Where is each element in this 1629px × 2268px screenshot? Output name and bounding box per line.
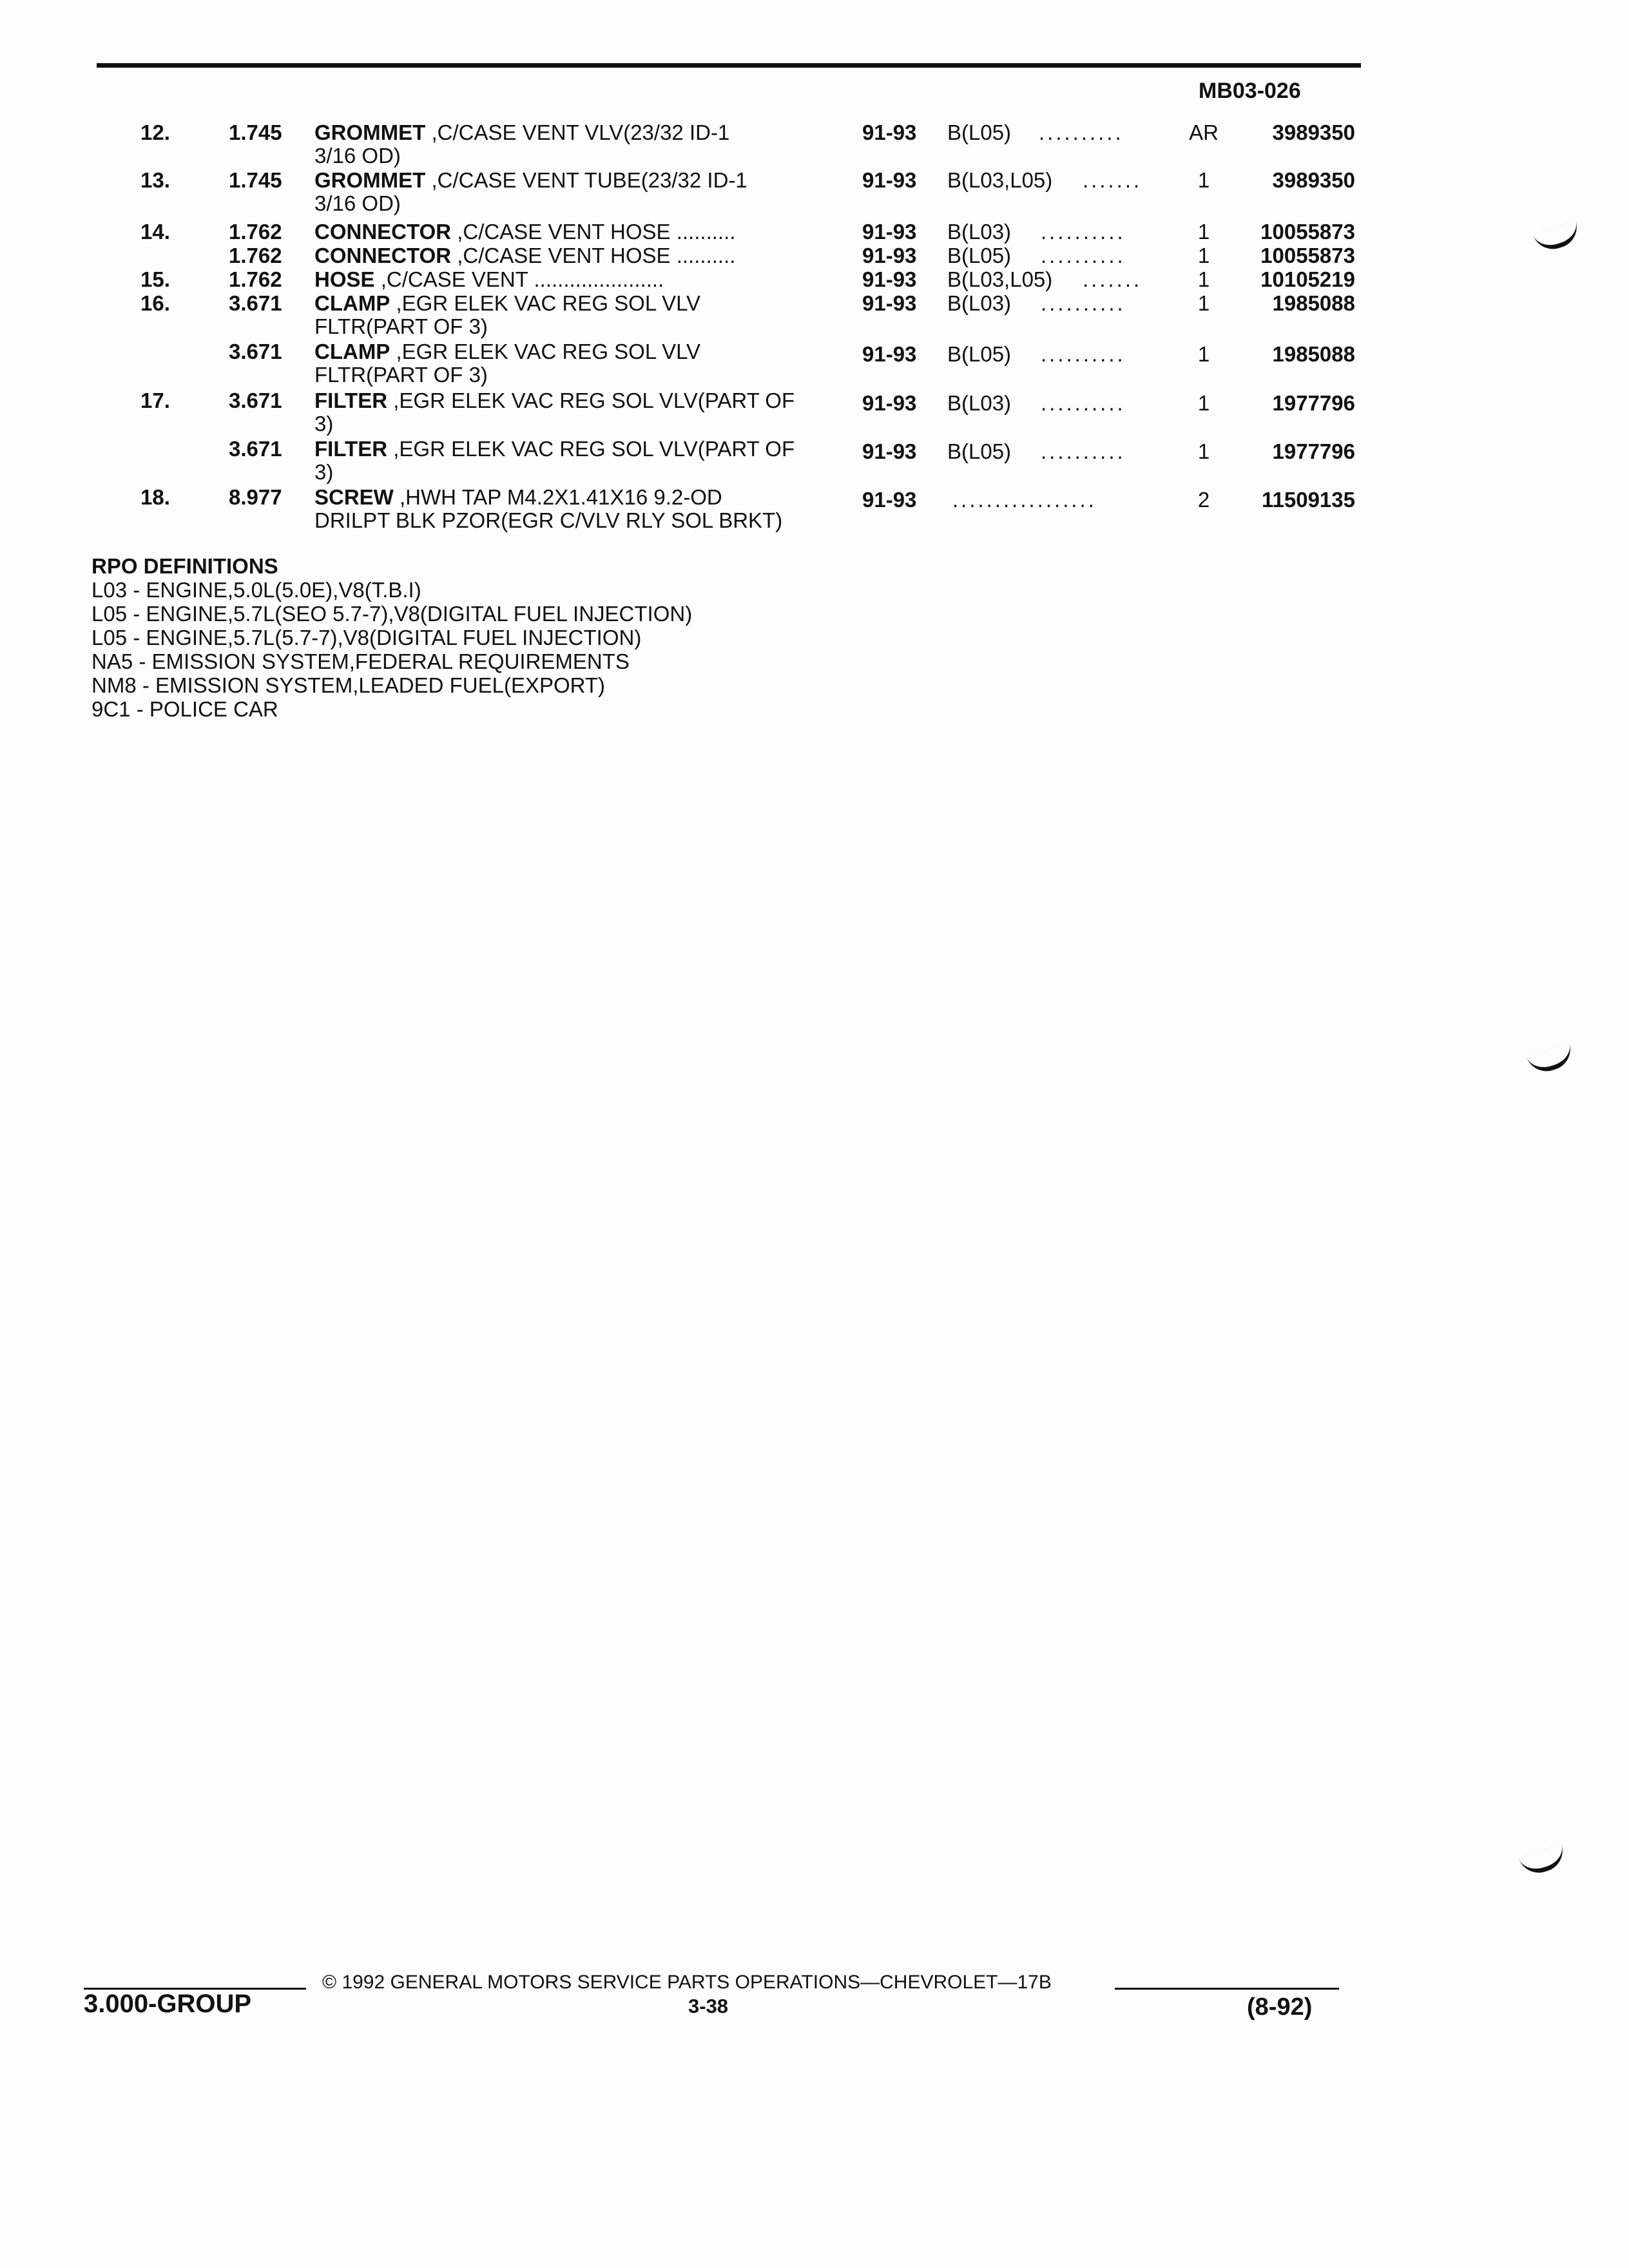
model-years: 91-93 (862, 439, 917, 463)
model-code: B(L03,L05) (947, 267, 1053, 291)
binder-tab-mark-icon (1519, 1844, 1568, 1878)
part-description: GROMMET ,C/CASE VENT TUBE(23/32 ID-1 3/16 OD) (314, 168, 747, 215)
model-years: 91-93 (862, 220, 917, 244)
footer-copyright: © 1992 GENERAL MOTORS SERVICE PARTS OPERATIONS—CHEVROLET—17B (322, 1972, 1052, 1993)
footer-date: (8-92) (1247, 1994, 1313, 2021)
part-number: 1985088 (1272, 291, 1355, 315)
item-number: 14. (140, 220, 170, 244)
model-years: 91-93 (862, 488, 917, 512)
model-years: 91-93 (862, 291, 917, 315)
leader-dots: ....... (1083, 267, 1142, 291)
part-row-17b (0, 437, 1629, 486)
part-description: CONNECTOR ,C/CASE VENT HOSE .......... (314, 244, 736, 267)
part-row-12 (0, 121, 1629, 169)
part-row-14b (0, 244, 1629, 268)
rpo-line: NA5 - EMISSION SYSTEM,FEDERAL REQUIREMENTS (92, 649, 630, 673)
part-description: GROMMET ,C/CASE VENT VLV(23/32 ID-1 3/16 OD) (314, 120, 730, 168)
quantity: 2 (1197, 488, 1210, 512)
rpo-line: L03 - ENGINE,5.0L(5.0E),V8(T.B.I) (92, 578, 421, 602)
part-row-14 (0, 220, 1629, 244)
model-code: B(L03,L05) (947, 168, 1053, 192)
rpo-line: NM8 - EMISSION SYSTEM,LEADED FUEL(EXPORT) (92, 673, 606, 697)
model-code: B(L03) (947, 291, 1012, 315)
part-number: 1977796 (1272, 391, 1355, 415)
leader-dots: .......... (1041, 291, 1126, 315)
part-description: HOSE ,C/CASE VENT ...................... (314, 267, 664, 291)
rpo-line: 9C1 - POLICE CAR (92, 697, 278, 721)
group-number: 1.762 (229, 220, 282, 244)
quantity: 1 (1197, 439, 1210, 463)
model-years: 91-93 (862, 168, 917, 192)
group-number: 1.745 (229, 120, 282, 144)
quantity: 1 (1197, 244, 1210, 267)
page-code: MB03-026 (1199, 79, 1301, 103)
group-number: 3.671 (229, 437, 282, 461)
leader-dots: ................. (952, 488, 1097, 512)
model-code: B(L03) (947, 391, 1012, 415)
header-rule (97, 63, 1361, 68)
part-row-16 (0, 292, 1629, 340)
group-number: 1.762 (229, 244, 282, 267)
group-number: 3.671 (229, 340, 282, 363)
quantity: 1 (1197, 220, 1210, 244)
group-number: 1.745 (229, 168, 282, 192)
leader-dots: .......... (1041, 342, 1126, 366)
part-row-15 (0, 268, 1629, 292)
part-description: FILTER ,EGR ELEK VAC REG SOL VLV(PART OF 3) (314, 389, 795, 436)
model-years: 91-93 (862, 267, 917, 291)
group-number: 8.977 (229, 485, 282, 509)
item-number: 13. (140, 168, 170, 192)
part-number: 1985088 (1272, 342, 1355, 366)
model-years: 91-93 (862, 391, 917, 415)
page-number: 3-38 (688, 1995, 729, 2017)
part-number: 11509135 (1261, 488, 1355, 512)
leader-dots: .......... (1041, 391, 1126, 415)
part-row-13 (0, 169, 1629, 220)
quantity: 1 (1197, 342, 1210, 366)
quantity: 1 (1197, 391, 1210, 415)
leader-dots: .......... (1041, 220, 1126, 244)
item-number: 12. (140, 120, 170, 144)
part-number: 3989350 (1272, 120, 1355, 144)
part-description: CONNECTOR ,C/CASE VENT HOSE .......... (314, 220, 736, 244)
part-number: 10055873 (1260, 220, 1355, 244)
item-number: 17. (140, 389, 170, 412)
part-description: CLAMP ,EGR ELEK VAC REG SOL VLV FLTR(PART OF 3) (314, 291, 701, 338)
quantity: 1 (1197, 168, 1210, 192)
binder-tab-mark-icon (1527, 1043, 1576, 1077)
item-number: 16. (140, 291, 170, 315)
model-code: B(L05) (947, 439, 1012, 463)
part-number: 10055873 (1260, 244, 1355, 267)
part-row-18 (0, 486, 1629, 535)
part-description: CLAMP ,EGR ELEK VAC REG SOL VLV FLTR(PART OF 3) (314, 340, 701, 387)
part-number: 3989350 (1272, 168, 1355, 192)
group-number: 3.671 (229, 291, 282, 315)
quantity: AR (1189, 120, 1219, 144)
model-code: B(L05) (947, 120, 1012, 144)
group-number: 3.671 (229, 389, 282, 412)
part-description: SCREW ,HWH TAP M4.2X1.41X16 9.2-OD DRILPT BLK PZOR(EGR C/VLV RLY SOL BRKT) (314, 485, 783, 532)
rpo-line: L05 - ENGINE,5.7L(SEO 5.7-7),V8(DIGITAL FUEL INJECTION) (92, 602, 693, 626)
rpo-line: L05 - ENGINE,5.7L(5.7-7),V8(DIGITAL FUEL INJECTION) (92, 626, 642, 649)
leader-dots: .......... (1039, 120, 1124, 144)
model-code: B(L05) (947, 342, 1012, 366)
parts-list (0, 121, 1629, 535)
model-years: 91-93 (862, 120, 917, 144)
leader-dots: ....... (1083, 168, 1142, 192)
leader-dots: .......... (1041, 244, 1126, 267)
model-code: B(L03) (947, 220, 1012, 244)
rpo-definitions (92, 554, 692, 721)
rpo-title: RPO DEFINITIONS (92, 554, 278, 578)
group-number: 1.762 (229, 267, 282, 291)
model-years: 91-93 (862, 342, 917, 366)
item-number: 15. (140, 267, 170, 291)
model-years: 91-93 (862, 244, 917, 267)
part-description: FILTER ,EGR ELEK VAC REG SOL VLV(PART OF 3) (314, 437, 795, 484)
footer-rule-right (1115, 1988, 1339, 1990)
part-number: 1977796 (1272, 439, 1355, 463)
part-row-17 (0, 389, 1629, 437)
footer-group: 3.000-GROUP (84, 1990, 252, 2018)
quantity: 1 (1197, 291, 1210, 315)
quantity: 1 (1197, 267, 1210, 291)
model-code: B(L05) (947, 244, 1012, 267)
item-number: 18. (140, 485, 170, 509)
part-row-16b (0, 340, 1629, 389)
leader-dots: .......... (1041, 439, 1126, 463)
part-number: 10105219 (1260, 267, 1355, 291)
